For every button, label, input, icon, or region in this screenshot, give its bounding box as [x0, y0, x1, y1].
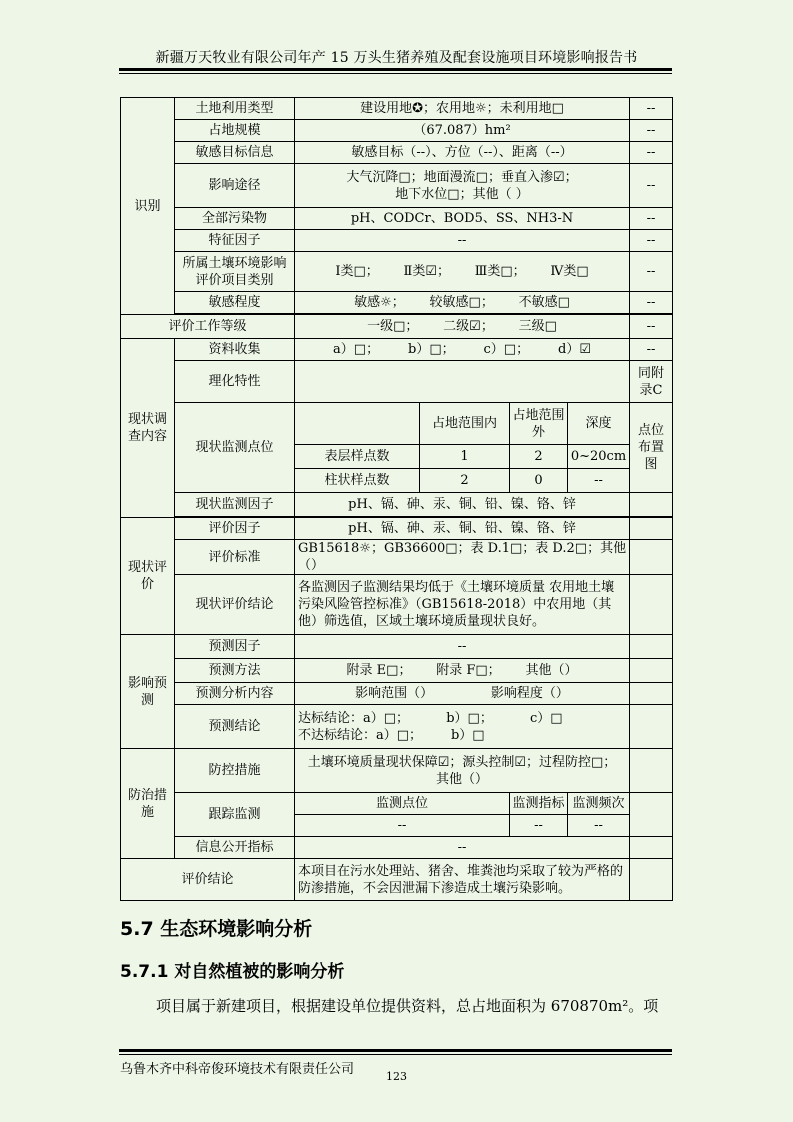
land-use-label: 土地利用类型 [175, 98, 295, 120]
status-conclusion-label: 现状评价结论 [175, 575, 295, 635]
feature-factor-label: 特征因子 [175, 230, 295, 252]
group-predict: 影响预测 [121, 635, 175, 749]
surface-depth: 0~20cm [568, 445, 630, 469]
col-monitor-freq: 监测频次 [568, 793, 630, 815]
body-paragraph: 项目属于新建项目，根据建设单位提供资料，总占地面积为 670870m²。项 [156, 997, 659, 1015]
header-rule [119, 68, 672, 71]
measures-line2: 其他（） [436, 771, 489, 787]
measures-note [630, 749, 673, 793]
surface-out-range: 2 [510, 445, 568, 469]
work-level-value: 一级□； 二级☑； 三级□ [295, 315, 630, 339]
impact-path-line2: 地下水位□；其他（ ） [395, 186, 529, 202]
surface-sample-label: 表层样点数 [295, 445, 420, 469]
sensitivity-note: -- [630, 292, 673, 314]
eval-standard-label: 评价标准 [175, 540, 295, 575]
data-collection-label: 资料收集 [175, 339, 295, 361]
predict-method-note [630, 659, 673, 683]
sensitive-target-label: 敏感目标信息 [175, 142, 295, 164]
monitoring-factors-label: 现状监测因子 [175, 493, 295, 517]
predict-analysis-value: 影响范围（） 影响程度（） [295, 683, 630, 705]
impact-path-value [295, 164, 630, 208]
sensitivity-value: 敏感☼； 较敏感□； 不敏感□ [295, 292, 630, 314]
data-collection-value: a）□； b）□； c）□； d）☑ [295, 339, 630, 361]
column-out-range: 0 [510, 469, 568, 493]
impact-path-line1: 大气沉降□；地面漫流□；垂直入渗☑； [346, 169, 578, 185]
final-conclusion-label: 评价结论 [121, 859, 295, 901]
predict-factor-value: -- [295, 635, 630, 659]
pollutants-label: 全部污染物 [175, 208, 295, 230]
predict-conclusion-label: 预测结论 [175, 705, 295, 749]
predict-analysis-note [630, 683, 673, 705]
predict-method-value: 附录 E□； 附录 F□； 其他（） [295, 659, 630, 683]
surface-in-range: 1 [420, 445, 510, 469]
eval-factor-note [630, 518, 673, 540]
footer-rule [119, 1049, 672, 1052]
col-monitor-point: 监测点位 [295, 793, 510, 815]
soil-assessment-table [120, 97, 673, 901]
work-level-label: 评价工作等级 [121, 315, 295, 339]
val-monitor-freq: -- [568, 815, 630, 837]
col-depth: 深度 [568, 403, 630, 445]
document-header-title: 新疆万天牧业有限公司年产 15 万头生猪养殖及配套设施项目环境影响报告书 [155, 50, 638, 66]
predict-conclusion-value [295, 705, 630, 749]
predict-factor-note [630, 635, 673, 659]
sensitive-target-value: 敏感目标（--）、方位（--）、距离（--） [295, 142, 630, 164]
pollutants-note: -- [630, 208, 673, 230]
physchem-note: 同附录C [630, 361, 673, 403]
project-category-note: -- [630, 252, 673, 292]
col-out-range: 占地范围外 [510, 403, 568, 445]
feature-factor-value: -- [295, 230, 630, 252]
col-in-range: 占地范围内 [420, 403, 510, 445]
column-depth: -- [568, 469, 630, 493]
area-note: -- [630, 120, 673, 142]
tracking-note [630, 793, 673, 837]
page-number: 123 [386, 1070, 407, 1083]
measures-line1: 土壤环境质量现状保障☑；源头控制☑；过程防控□； [307, 754, 617, 770]
physchem-value [295, 361, 630, 403]
monitoring-factors-note [630, 493, 673, 517]
impact-path-label: 影响途径 [175, 164, 295, 208]
status-conclusion-note [630, 575, 673, 635]
group-prevent: 防治措施 [121, 749, 175, 859]
project-category-label: 所属土壤环境影响评价项目类别 [175, 252, 295, 292]
eval-factor-value: pH、镉、砷、汞、铜、铅、镍、铬、锌 [295, 518, 630, 540]
group-survey: 现状调查内容 [121, 339, 175, 518]
land-use-note: -- [630, 98, 673, 120]
predict-method-label: 预测方法 [175, 659, 295, 683]
monitoring-factors-value: pH、镉、砷、汞、铜、铅、镍、铬、锌 [295, 493, 630, 517]
status-conclusion-value: 各监测因子监测结果均低于《土壤环境质量 农用地土壤污染风险管控标准》（GB15618-2018）中农用地（其他）筛选值，区域土壤环境质量现状良好。 [295, 575, 630, 635]
section-heading-5-7-1: 5.7.1 对自然植被的影响分析 [120, 962, 345, 982]
footer-company: 乌鲁木齐中科帝俊环境技术有限责任公司 [120, 1062, 355, 1077]
col-monitor-index: 监测指标 [510, 793, 568, 815]
disclosure-value: -- [295, 837, 630, 859]
tracking-label: 跟踪监测 [175, 793, 295, 837]
final-conclusion-note [630, 859, 673, 901]
area-label: 占地规模 [175, 120, 295, 142]
column-sample-label: 柱状样点数 [295, 469, 420, 493]
predict-analysis-label: 预测分析内容 [175, 683, 295, 705]
eval-factor-label: 评价因子 [175, 518, 295, 540]
footer-rule-thin [119, 1054, 672, 1055]
work-level-note: -- [630, 315, 673, 339]
area-value: （67.087）hm² [295, 120, 630, 142]
predict-conclusion-line2: 不达标结论：a）□； b）□ [298, 727, 485, 743]
predict-factor-label: 预测因子 [175, 635, 295, 659]
disclosure-label: 信息公开指标 [175, 837, 295, 859]
measures-label: 防控措施 [175, 749, 295, 793]
final-conclusion-value: 本项目在污水处理站、猪舍、堆粪池均采取了较为严格的防渗措施，不会因泄漏下渗造成土壤污染影响。 [295, 859, 630, 901]
eval-standard-value: GB15618☼；GB36600□；表 D.1□；表 D.2□；其他（） [295, 540, 630, 575]
data-collection-note: -- [630, 339, 673, 361]
sensitive-target-note: -- [630, 142, 673, 164]
eval-standard-note [630, 540, 673, 575]
val-monitor-point: -- [295, 815, 510, 837]
header-rule-thin [119, 73, 672, 74]
group-identify: 识别 [121, 98, 175, 315]
project-category-value: Ⅰ类□； Ⅱ类☑； Ⅲ类□； Ⅳ类□ [295, 252, 630, 292]
predict-conclusion-note [630, 705, 673, 749]
measures-value [295, 749, 630, 793]
pollutants-value: pH、CODCr、BOD5、SS、NH3-N [295, 208, 630, 230]
land-use-value: 建设用地✪；农用地☼；未利用地□ [295, 98, 630, 120]
predict-conclusion-line1: 达标结论：a）□； b）□； c）□ [298, 710, 563, 726]
physchem-label: 理化特性 [175, 361, 295, 403]
feature-factor-note: -- [630, 230, 673, 252]
sensitivity-label: 敏感程度 [175, 292, 295, 314]
section-heading-5-7: 5.7 生态环境影响分析 [120, 918, 313, 940]
points-layout-note: 点位布置图 [630, 403, 673, 493]
group-status: 现状评价 [121, 518, 175, 635]
column-in-range: 2 [420, 469, 510, 493]
disclosure-note [630, 837, 673, 859]
val-monitor-index: -- [510, 815, 568, 837]
monitoring-points-blank [295, 403, 420, 445]
monitoring-points-label: 现状监测点位 [175, 403, 295, 493]
impact-path-note: -- [630, 164, 673, 208]
